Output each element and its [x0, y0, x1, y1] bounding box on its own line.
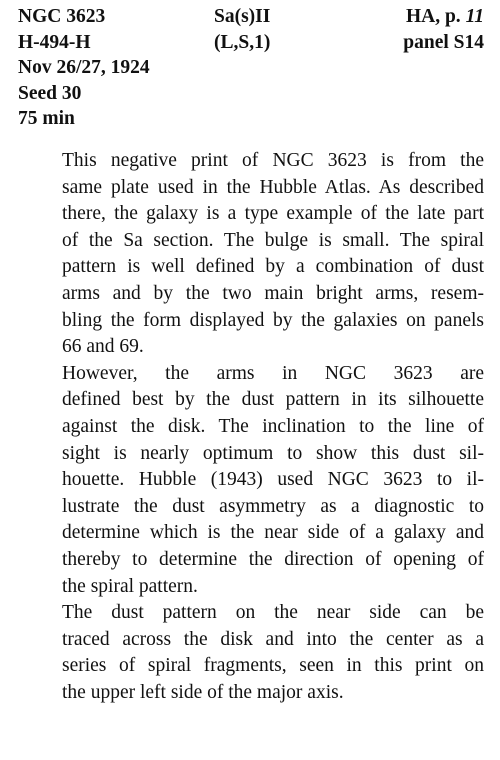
header-row [18, 55, 484, 81]
text-line: determine which is the near side of a galaxy and [62, 522, 484, 544]
luminosity-class: (L,S,1) [214, 31, 271, 53]
text-line: bling the form displayed by the galaxies on panels [62, 309, 484, 331]
text-line: The dust pattern on the near side can be [62, 602, 484, 624]
header-row [18, 106, 484, 132]
text-line: pattern is well defined by a combination of dust [62, 256, 484, 278]
description-body [18, 148, 484, 706]
text-line: same plate used in the Hubble Atlas. As described [62, 176, 484, 198]
text-line: against the disk. The inclination to the line of [62, 415, 484, 437]
paragraph [18, 148, 484, 361]
paragraph [18, 600, 484, 706]
exposure-time: 75 min [18, 108, 75, 130]
text-line: there, the galaxy is a type example of the late part [62, 203, 484, 225]
text-line: thereby to determine the direction of opening of [62, 548, 484, 570]
text-line: series of spiral fragments, seen in this print on [62, 655, 484, 677]
text-line: of the Sa section. The bulge is small. The spiral [62, 229, 484, 251]
text-line: defined best by the dust pattern in its silhouette [62, 389, 484, 411]
paragraph [18, 361, 484, 600]
atlas-reference [406, 4, 484, 30]
text-line: 66 and 69. [62, 336, 144, 358]
atlas-reference-prefix: HA, p. [405, 6, 466, 27]
text-line: arms and by the two main bright arms, resem- [62, 282, 484, 304]
header-row [18, 4, 484, 30]
text-line: the spiral pattern. [62, 575, 198, 597]
observation-date: Nov 26/27, 1924 [18, 57, 150, 79]
emulsion-type: Seed 30 [18, 82, 82, 104]
text-line: the upper left side of the major axis. [62, 681, 344, 703]
text-line: houette. Hubble (1943) used NGC 3623 to il- [62, 469, 484, 491]
panel-reference: panel S14 [403, 31, 484, 53]
text-line: This negative print of NGC 3623 is from the [62, 150, 484, 171]
galaxy-name: NGC 3623 [18, 6, 106, 27]
galaxy-classification: Sa(s)II [214, 6, 271, 27]
text-line: However, the arms in NGC 3623 are [62, 362, 484, 384]
header-row [18, 30, 484, 56]
plate-header [18, 4, 484, 132]
text-line: sight is nearly optimum to show this dust sil- [62, 442, 484, 464]
text-line: lustrate the dust asymmetry as a diagnostic to [62, 495, 484, 517]
plate-number: H-494-H [18, 31, 91, 53]
header-row [18, 81, 484, 107]
text-line: traced across the disk and into the center as a [62, 628, 484, 650]
atlas-page-number: 11 [465, 6, 484, 27]
